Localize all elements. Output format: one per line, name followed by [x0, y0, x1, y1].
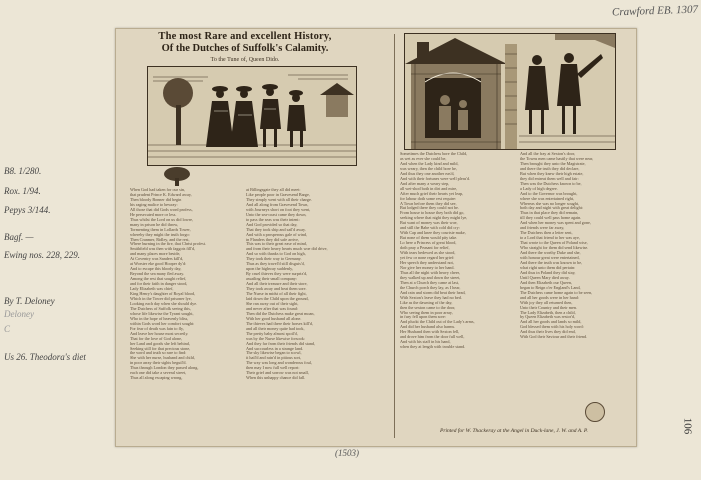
verse-line: that prudent Prince K. Edward away,: [130, 191, 192, 197]
woodcut-doorway: [404, 33, 616, 150]
verse-line: and for their faith in danger stood,: [130, 281, 188, 287]
verse-line: Until Queen Mary died away.: [520, 274, 570, 280]
margin-note: Deloney: [4, 309, 34, 319]
broadside-subtitle: Of the Dutches of Suffolk's Calamity.: [161, 43, 329, 54]
margin-note: B8. 1/280.: [4, 166, 42, 176]
verse-line: And pluckt the Child out of the Lady's arms,: [400, 319, 475, 325]
verse-line: they did entreat them well and fair:: [520, 175, 579, 181]
verse-line: Their grief and sorrow was not small,: [246, 370, 309, 376]
verse-line: The Nurse in midst of all their fight,: [246, 291, 307, 297]
verse-line: began to Reign o'er England's Land,: [520, 284, 581, 290]
verse-line: The sky likewise began to scowl,: [246, 350, 302, 356]
verse-line: was weary, then the child bore he,: [400, 165, 457, 171]
verse-line: Among the rest that sought relief,: [130, 276, 187, 282]
verse-line: And there the truth was known to be,: [520, 259, 583, 265]
verse-line: And all their treasure and their store,: [246, 281, 308, 287]
verse-line: and there the truth they did declare,: [520, 165, 580, 171]
verse-line: God blessed them with his holy word:: [520, 324, 584, 330]
verse-line: And rain and storm did beat their head,: [400, 289, 466, 295]
verse-line: in Flanders they did safe arrive,: [246, 236, 300, 242]
verse-line: And when the Lady kind and mild,: [400, 160, 459, 166]
sheet-catalog-id: Crawford EB. 1307: [611, 3, 699, 19]
verse-line: Which in the Tower did prisoner lye,: [130, 295, 192, 301]
margin-note: C: [4, 324, 11, 334]
verse-line: He persecuted more or less.: [130, 211, 177, 217]
verse-line: The Dutchess came home again to be seen,: [520, 289, 593, 295]
verse-line: Then Cranmer, Ridley, and the rest,: [130, 236, 190, 242]
verse-line: then may I now full well report:: [246, 365, 300, 371]
broadside-tune: To the Tune of, Queen Dido.: [210, 57, 280, 63]
verse-line: when they at length with trouble stand.: [400, 344, 466, 350]
margin-note: Pepys 3/144.: [4, 205, 51, 215]
verse-line: with honour great were entertained,: [520, 255, 580, 261]
verse-line: upon the highway suddenly,: [246, 266, 293, 272]
margin-note: Us 26. Theodora's diet: [4, 352, 86, 362]
verse-line: was by the Nurse likewise forsook:: [246, 335, 305, 341]
verse-line: and from their heavy hearts much woe did drive,: [246, 246, 328, 252]
verse-line: Thus all the night with heavy cheer,: [400, 269, 460, 275]
verse-line: and many places more beside,: [130, 251, 181, 257]
page-side-number: 106: [680, 417, 693, 435]
verse-line: But none of them would pity take.: [400, 235, 458, 241]
verse-line: With joy they all returned then,: [520, 299, 573, 305]
verse-line: And with a prosperous gale of wind,: [246, 231, 308, 237]
verse-column-3: [400, 152, 520, 426]
verse-line: Thus in that place they did remain,: [520, 210, 579, 216]
verse-line: The Lady Elizabeth, then a child,: [520, 309, 576, 315]
verse-line: Then at a Church they came at last,: [400, 279, 460, 285]
verse-line: what right unto them did pertain:: [520, 264, 576, 270]
verse-line: Her speech they understand not,: [400, 259, 454, 265]
verse-line: and still the Babe with cold did cry:: [400, 225, 460, 231]
verse-line: King Henry's daughter of Royal blood,: [130, 291, 196, 297]
verse-line: Unto the sea-coast came they down,: [246, 211, 307, 217]
library-stamp: [585, 402, 605, 422]
verse-line: it hail'd and rain'd in pitious sort,: [246, 355, 302, 361]
verse-line: and drove him from the door full well,: [400, 334, 465, 340]
verse-line: Then bloody Bonner did begin: [130, 196, 182, 202]
verse-line: Who straight for them did send likewise.: [520, 245, 589, 251]
verse-line: Like as the dawning of the day,: [400, 299, 453, 305]
verse-line: at Billingsgate they all did meet:: [246, 188, 301, 192]
verse-line: laid down the Child upon the ground,: [246, 295, 309, 301]
verse-line: each one did take a several street,: [130, 370, 187, 376]
verse-line: And there the worthy Duke and she,: [520, 250, 581, 256]
verse-line: Thus all along escaping wrong,: [130, 375, 183, 381]
woodcut-tree-illustration: [162, 166, 192, 186]
verse-line: Who seeing them in poor array,: [400, 309, 453, 315]
verse-line: and all their money quite had took,: [246, 325, 305, 331]
verse-line: And to escape this bloody day,: [130, 266, 182, 272]
verse-line: Who in the hope of heavenly bliss,: [130, 315, 189, 321]
verse-line: Thus through London they passed along,: [130, 365, 199, 371]
verse-line: whose life likewise the Tyrant sought,: [130, 310, 194, 316]
verse-line: Like people poor in Gravesend Barge,: [246, 191, 310, 197]
verse-line: Nor give her money to her hand.: [400, 264, 455, 270]
verse-line: Then was the Dutchess known to be,: [520, 180, 582, 186]
verse-line: the Church porch they lay, as I hear,: [400, 284, 461, 290]
verse-line: But lodged there they could not be.: [400, 205, 459, 211]
verse-line: The Dutchess of Suffolk seeing this,: [130, 305, 191, 311]
verse-line: They took away and beat them sore.: [246, 286, 307, 292]
verse-line: by Queen Elizabeth was restor'd,: [520, 314, 576, 320]
margin-note: By T. Deloney: [4, 296, 55, 306]
verse-column-1: [130, 188, 240, 438]
verse-column-2: [246, 188, 386, 438]
verse-line: Unto their Country and their men.: [520, 304, 577, 310]
verse-line: to pass the seas was their intent:: [246, 216, 300, 222]
verse-line: But when they knew their high estate,: [520, 170, 584, 176]
verse-line: And after many a weary step,: [400, 180, 450, 186]
verse-line: with Journeys short on foot they went,: [246, 206, 311, 212]
verse-line: And they far from their friends did stand,: [246, 340, 316, 346]
verse-line: and never after that was found:: [246, 305, 298, 311]
verse-line: And with their fortunes were well pleas'd.: [400, 175, 471, 181]
margin-note: Bagf. —: [4, 232, 34, 242]
verse-line: She ran away out of their sight,: [246, 300, 299, 306]
verse-line: With Cap and knee they courtsie make,: [400, 230, 466, 236]
verse-line: Smithfield was then with faggots fill'd,: [130, 246, 196, 252]
verse-line: her Land and goods she left behind,: [130, 340, 190, 346]
verse-line: within Gods word her comfort sought:: [130, 320, 195, 326]
verse-line: And with his staff in his hand,: [400, 339, 451, 345]
verse-line: With Sexton's leave they had no bed.: [400, 294, 462, 300]
woodcut-doorway-illustration: [405, 34, 615, 149]
verse-line: Sometimes the Dutchess bore the Child,: [400, 152, 468, 156]
verse-line: where she was entertained right,: [520, 195, 575, 201]
verse-line: And did her husband also harms.: [400, 324, 456, 330]
verse-line: in poor array their sights beguil'd.: [130, 360, 187, 366]
verse-line: The pretty baby almost spoil'd,: [246, 330, 298, 336]
woodcut-figures: [147, 66, 357, 166]
verse-line: She with her nurse, husband and child,: [130, 355, 195, 361]
verse-line: Thus as they travel'd still disguis'd,: [246, 261, 305, 267]
verse-line: both day and night with great delight:: [520, 205, 584, 211]
woodcut-tree: [162, 166, 192, 186]
verse-line: That for the love of God alone,: [130, 335, 182, 341]
verse-line: Then brought they unto the Magistrate,: [520, 160, 586, 166]
margin-note: Rox. 1/94.: [4, 186, 41, 196]
imprint-line: Printed for W. Thackeray at the Angel in Duck-lane, J. W. and A. P.: [440, 428, 588, 434]
verse-line: They took their way to Germany.: [246, 256, 302, 262]
verse-line: They simply went with all their charge.: [246, 196, 312, 202]
verse-line: to a Lord that friend to her was aye,: [520, 235, 580, 241]
verse-line: and friends were far away,: [520, 225, 565, 231]
verse-line: for labour doth some rest require:: [400, 195, 457, 201]
verse-line: This was to their great ease of mind,: [246, 241, 307, 247]
verse-line: Lady Elizabeth was chief,: [130, 286, 174, 292]
verse-line: at Worster eke good Hooper dy'd:: [130, 261, 187, 267]
verse-line: With tears bedewed as she stood,: [400, 250, 456, 256]
verse-line: The thieves had there their horses kill'd,: [246, 320, 313, 326]
column-divider: [394, 34, 395, 438]
verse-line: assailing their small company:: [246, 276, 298, 282]
verse-line: in fury fell upon them sore:: [400, 314, 446, 320]
verse-line: With her good husband all alone.: [246, 315, 302, 321]
verse-line: And all the fray at Sexton's door,: [520, 152, 576, 156]
verse-line: his raging malice to bewray:: [130, 201, 178, 207]
verse-line: And leave her house most secretly.: [130, 330, 189, 336]
verse-line: many in prison he did throw,: [130, 221, 179, 227]
verse-line: doth pray a Peasant for relief,: [400, 245, 450, 251]
verse-line: Beyond the sea many fled away.: [130, 271, 185, 277]
verse-line: the word and truth so rare to find:: [130, 350, 187, 356]
verse-line: And when her money was spent and gone,: [520, 220, 591, 226]
verse-line: The way was long and wonderous foul,: [246, 360, 312, 366]
verse-line: And then Elizabeth our Queen,: [520, 279, 572, 285]
verse-line: And God provided so that day,: [246, 221, 298, 227]
verse-line: Thus whilst the Lord on us did lowre,: [130, 216, 194, 222]
verse-line: Looking each day when she should dye.: [130, 300, 198, 306]
verse-line: And all along from Gravesend Town,: [246, 201, 309, 207]
verse-line: That wrote to the Queen of Poland wise,: [520, 240, 588, 246]
verse-line: as wet as ever she could be,: [400, 155, 447, 161]
verse-line: When God had taken for our sin,: [130, 188, 186, 192]
verse-line: And all her goods and lands so mild,: [520, 319, 582, 325]
broadside-title: The most Rare and excellent History,: [158, 31, 332, 42]
verse-line: And thus in Poland they did stay,: [520, 269, 576, 275]
verse-line: they walked up and down the street,: [400, 274, 461, 280]
verse-line: Where burning in the fire, that Christ profest.: [130, 241, 206, 247]
verse-line: At Coventry was Sanders kill'd,: [130, 256, 184, 262]
margin-note: Ewing nos. 228, 229.: [4, 250, 81, 260]
verse-line: From house to house they both did go,: [400, 210, 465, 216]
verse-line: a Lady of high degree.: [520, 185, 558, 191]
verse-column-4: [520, 152, 632, 404]
verse-line: And to the Governor was brought,: [520, 190, 578, 196]
verse-line: till they could well pass home again.: [520, 215, 582, 221]
verse-line: seeking where that night they might lye,: [400, 215, 468, 221]
verse-line: The Dutchess then a letter sent,: [520, 230, 573, 236]
verse-line: Tormenting them in Lollards Tower,: [130, 226, 191, 232]
verse-line: all wet-shod both in dirt and mire,: [400, 185, 458, 191]
verse-line: And thus their lives they did end,: [520, 329, 576, 335]
verse-line: the Towns men came hastily that were near,: [520, 155, 594, 161]
verse-line: and all her goods were in her hand:: [520, 294, 579, 300]
verse-line: Whereas she was no longer sought,: [520, 200, 580, 206]
verse-line: And thus they one another eas'd,: [400, 170, 455, 176]
verse-line: With God their Saviour and their friend.: [520, 334, 588, 340]
verse-line: Lo here a Princess of great blood,: [400, 240, 457, 246]
woodcut-figures-illustration: [148, 67, 356, 165]
verse-line: Seeking still for that precious stone,: [130, 345, 191, 351]
verse-line: And succourless in a strange land.: [246, 345, 304, 351]
verse-line: yet few or none regard her grief:: [400, 255, 455, 261]
verse-line: After much grief their hearts yet leap,: [400, 190, 464, 196]
verse-line: Her Husband then with Sexton fell,: [400, 329, 460, 335]
verse-line: All those that did Gods word profess,: [130, 206, 193, 212]
verse-line: By cruel thieves they were surpriz'd,: [246, 271, 308, 277]
verse-line: whereby they might the truth forgo:: [130, 231, 190, 237]
verse-line: then the sexton came to the door,: [400, 304, 456, 310]
verse-line: Then did the Dutchess make great moan,: [246, 310, 315, 316]
verse-line: For fear of death was fain to fly,: [130, 325, 184, 331]
verse-line: But want of money was their woe,: [400, 220, 458, 226]
verse-line: A Town before them they did see,: [400, 200, 457, 206]
verse-line: That they took ship and sail'd away.: [246, 226, 306, 232]
verse-line: When this unhappy chance did fall.: [246, 375, 306, 381]
verse-line: And so with thanks to God on high,: [246, 251, 306, 257]
footer-note: (1503): [335, 448, 359, 458]
